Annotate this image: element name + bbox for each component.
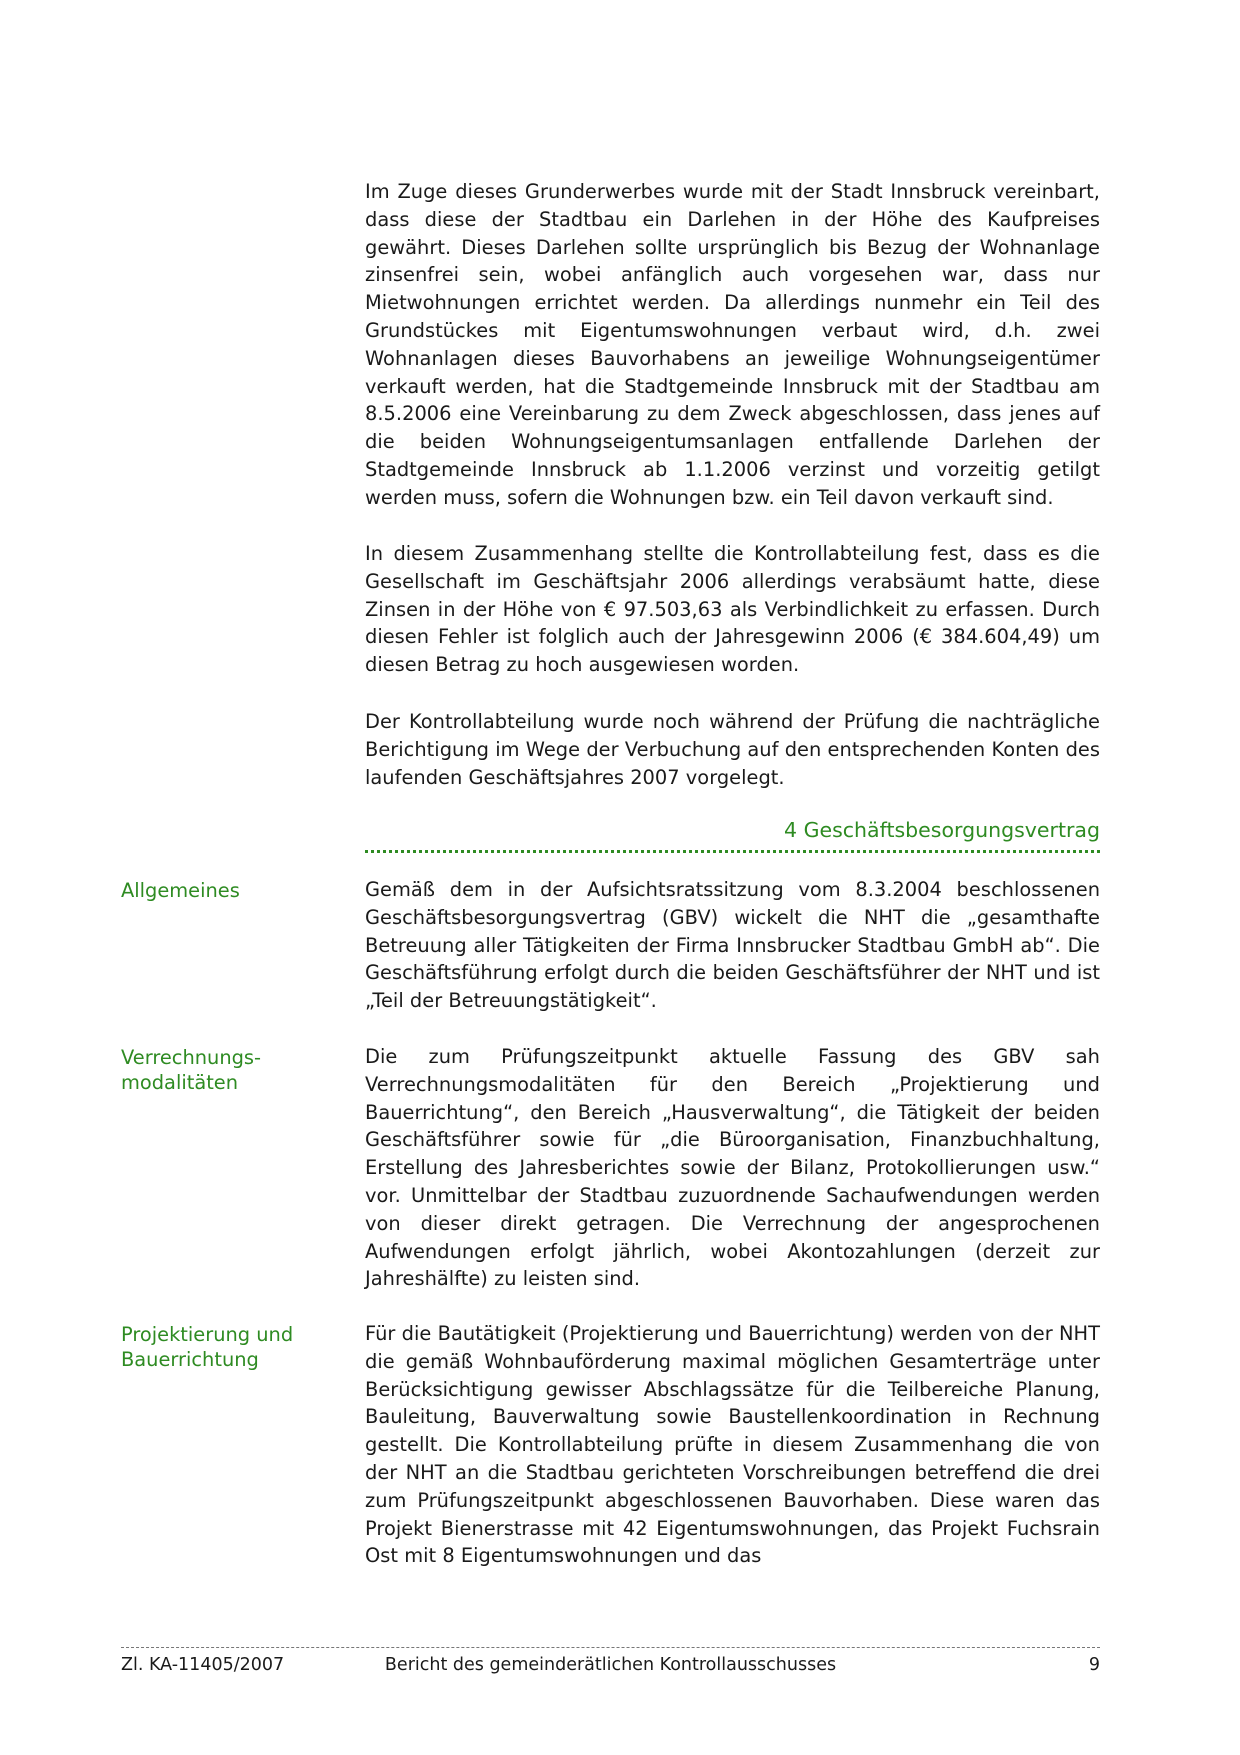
margin-label-verrechnungsmodalitaeten: Verrechnungs- modalitäten — [121, 1046, 262, 1094]
paragraph-text: Im Zuge dieses Grunderwerbes wurde mit der Stadt Innsbruck vereinbart, dass diese der Stadtbau ein Darlehen in der Höhe des Kaufpreises gewährt. Dieses Darlehen sollte ursprünglich bis Bezug der Wohnanlage zinsenfrei sein, wobei anfänglich auch vorgesehen war, dass nur Mietwohnungen errichtet werden. Da allerdings nunmehr ein Teil des Grundstückes mit Eigentumswohnungen verbaut wird, d.h. zwei Wohnanlagen dieses Bauvorhabens an jeweilige Wohnungseigentümer verkauft werden, hat die Stadtgemeinde Innsbruck mit der Stadtbau am 8.5.2006 eine Vereinbarung zu dem Zweck abgeschlossen, dass jenes auf die beiden Wohnungseigentumsanlagen entfallende Darlehen der Stadtgemeinde Innsbruck ab 1.1.2006 verzinst und vorzeitig getilgt werden muss, sofern die Wohnungen bzw. ein Teil davon verkauft sind. — [365, 180, 1100, 509]
block-allgemeines — [365, 876, 1100, 1015]
block-projektierung — [365, 1320, 1100, 1570]
paragraph-3 — [365, 708, 1100, 791]
margin-label-allgemeines: Allgemeines — [121, 879, 240, 902]
footer-page-number: 9 — [1088, 1655, 1100, 1675]
paragraph-2 — [365, 540, 1100, 679]
margin-label-projektierung: Projektierung und Bauerrichtung — [121, 1323, 294, 1371]
paragraph-text: Der Kontrollabteilung wurde noch während der Prüfung die nachträgliche Berichtigung im Wege der Verbuchung auf den entsprechenden Konten des laufenden Geschäftsjahres 2007 vorgelegt. — [365, 710, 1100, 789]
footer-title: Bericht des gemeinderätlichen Kontrollausschusses — [384, 1655, 837, 1675]
paragraph-1 — [365, 178, 1100, 512]
block-text: Die zum Prüfungszeitpunkt aktuelle Fassung des GBV sah Verrechnungsmodalitäten für den Bereich „Projektierung und Bauerrichtung“, den Bereich „Hausverwaltung“, die Tätigkeit der beiden Geschäftsführer sowie für „die Büroorganisation, Finanzbuchhaltung, Erstellung des Jahresberichtes sowie der Bilanz, Protokollierungen usw.“ vor. Unmittelbar der Stadtbau zuzuordnende Sachaufwendungen werden von dieser direkt getragen. Die Verrechnung der angesprochenen Aufwendungen erfolgt jährlich, wobei Akontozahlungen (derzeit zur Jahreshälfte) zu leisten sind. — [365, 1045, 1100, 1291]
section-heading: 4 Geschäftsbesorgungsvertrag — [784, 818, 1100, 842]
block-text: Gemäß dem in der Aufsichtsratssitzung vom 8.3.2004 beschlossenen Geschäftsbesorgungsvertrag (GBV) wickelt die NHT die „gesamthafte Betreuung aller Tätigkeiten der Firma Innsbrucker Stadtbau GmbH ab“. Die Geschäftsführung erfolgt durch die beiden Geschäftsführer der NHT und ist „Teil der Betreuungstätigkeit“. — [365, 878, 1100, 1013]
paragraph-text: In diesem Zusammenhang stellte die Kontrollabteilung fest, dass es die Gesellschaft im Geschäftsjahr 2006 allerdings verabsäumt hatte, diese Zinsen in der Höhe von € 97.503,63 als Verbindlichkeit zu erfassen. Durch diesen Fehler ist folglich auch der Jahresgewinn 2006 (€ 384.604,49) um diesen Betrag zu hoch ausgewiesen worden. — [365, 542, 1100, 677]
block-verrechnungsmodalitaeten — [365, 1043, 1100, 1293]
section-heading-rule — [365, 850, 1100, 853]
footer-reference: Zl. KA-11405/2007 — [121, 1655, 285, 1675]
block-text: Für die Bautätigkeit (Projektierung und Bauerrichtung) werden von der NHT die gemäß Wohnbauförderung maximal möglichen Gesamterträge unter Berücksichtigung gewisser Abschlagssätze für die Teilbereiche Planung, Bauleitung, Bauverwaltung sowie Baustellenkoordination in Rechnung gestellt. Die Kontrollabteilung prüfte in diesem Zusammenhang die von der NHT an die Stadtbau gerichteten Vorschreibungen betreffend die drei zum Prüfungszeitpunkt abgeschlossenen Bauvorhaben. Diese waren das Projekt Bienerstrasse mit 42 Eigentumswohnungen, das Projekt Fuchsrain Ost mit 8 Eigentumswohnungen und das — [365, 1322, 1100, 1568]
footer-rule — [121, 1647, 1100, 1648]
